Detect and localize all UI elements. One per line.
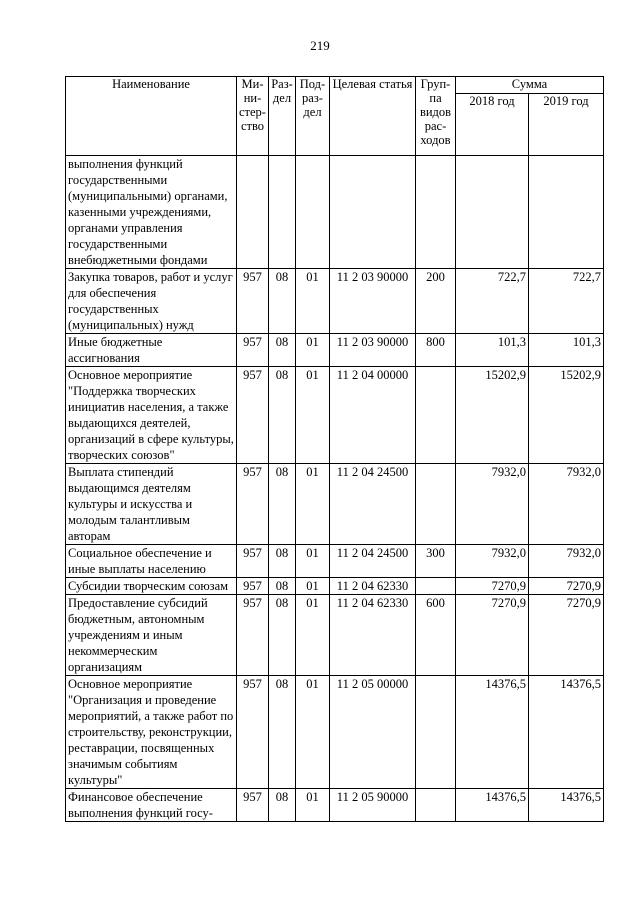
- row-expense-group: 800: [416, 334, 456, 367]
- row-section: [269, 156, 296, 269]
- table-row: [66, 676, 604, 789]
- row-target: 11 2 03 90000: [330, 269, 416, 334]
- row-amount-2019: 15202,9: [529, 367, 604, 464]
- row-target: 11 2 04 62330: [330, 595, 416, 676]
- table-row: [66, 156, 604, 269]
- row-target: 11 2 03 90000: [330, 334, 416, 367]
- row-expense-group: [416, 789, 456, 822]
- row-amount-2018: 14376,5: [456, 789, 529, 822]
- page-number: 219: [310, 38, 330, 53]
- row-ministry: 957: [237, 367, 269, 464]
- row-expense-group: 600: [416, 595, 456, 676]
- row-section: 08: [269, 367, 296, 464]
- header-amount: Сумма: [456, 77, 604, 94]
- row-subsection: 01: [296, 334, 330, 367]
- header-year-2019: 2019 год: [529, 94, 604, 156]
- row-expense-group: [416, 578, 456, 595]
- header-year-2018: 2018 год: [456, 94, 529, 156]
- table-row: [66, 334, 604, 367]
- row-name: Основное мероприятие "Поддержка творческих инициатив населения, а также выдающихся деятелей, организаций в сфере культуры, творческих союзов": [66, 367, 237, 464]
- row-section: 08: [269, 334, 296, 367]
- row-name: Закупка товаров, работ и услуг для обеспечения государственных (муниципальных) нужд: [66, 269, 237, 334]
- header-section: Раз-дел: [269, 77, 296, 156]
- header-target: Целевая статья: [330, 77, 416, 156]
- row-subsection: [296, 156, 330, 269]
- table-row: [66, 464, 604, 545]
- row-subsection: 01: [296, 676, 330, 789]
- row-name: Субсидии творческим союзам: [66, 578, 237, 595]
- row-expense-group: 200: [416, 269, 456, 334]
- row-section: 08: [269, 578, 296, 595]
- row-section: 08: [269, 269, 296, 334]
- row-amount-2018: 101,3: [456, 334, 529, 367]
- row-amount-2018: 7270,9: [456, 578, 529, 595]
- row-section: 08: [269, 789, 296, 822]
- header-ministry: Ми-ни-стер-ство: [237, 77, 269, 156]
- row-amount-2018: 7270,9: [456, 595, 529, 676]
- row-amount-2019: 7270,9: [529, 578, 604, 595]
- table-row: [66, 545, 604, 578]
- row-expense-group: [416, 464, 456, 545]
- table-row: [66, 595, 604, 676]
- row-amount-2019: 7270,9: [529, 595, 604, 676]
- row-ministry: 957: [237, 269, 269, 334]
- row-amount-2018: 7932,0: [456, 545, 529, 578]
- header-name: Наименование: [66, 77, 237, 156]
- row-amount-2018: 722,7: [456, 269, 529, 334]
- row-subsection: 01: [296, 464, 330, 545]
- row-target: 11 2 04 24500: [330, 464, 416, 545]
- row-amount-2019: 14376,5: [529, 789, 604, 822]
- row-subsection: 01: [296, 367, 330, 464]
- row-expense-group: [416, 367, 456, 464]
- row-target: 11 2 05 00000: [330, 676, 416, 789]
- row-ministry: 957: [237, 334, 269, 367]
- row-target: 11 2 04 24500: [330, 545, 416, 578]
- row-subsection: 01: [296, 269, 330, 334]
- row-amount-2018: 7932,0: [456, 464, 529, 545]
- row-name: Иные бюджетные ассигнования: [66, 334, 237, 367]
- row-ministry: 957: [237, 545, 269, 578]
- table-row: [66, 789, 604, 822]
- row-name: Выплата стипендий выдающимся деятелям культуры и искусства и молодым талантливым авторам: [66, 464, 237, 545]
- row-expense-group: [416, 156, 456, 269]
- row-amount-2019: 722,7: [529, 269, 604, 334]
- row-subsection: 01: [296, 789, 330, 822]
- row-amount-2018: 14376,5: [456, 676, 529, 789]
- table-row: [66, 367, 604, 464]
- row-target: 11 2 04 62330: [330, 578, 416, 595]
- row-expense-group: [416, 676, 456, 789]
- row-amount-2019: 7932,0: [529, 545, 604, 578]
- row-expense-group: 300: [416, 545, 456, 578]
- table-row: [66, 269, 604, 334]
- row-section: 08: [269, 676, 296, 789]
- row-section: 08: [269, 595, 296, 676]
- row-target: 11 2 05 90000: [330, 789, 416, 822]
- row-name: Предоставление субсидий бюджетным, автономным учреждениям и иным некоммерческим организациям: [66, 595, 237, 676]
- header-subsection: Под-раз-дел: [296, 77, 330, 156]
- row-ministry: 957: [237, 789, 269, 822]
- header-expense-group: Груп-па видов рас-ходов: [416, 77, 456, 156]
- row-amount-2019: 14376,5: [529, 676, 604, 789]
- row-amount-2019: [529, 156, 604, 269]
- row-amount-2019: 101,3: [529, 334, 604, 367]
- row-name: Социальное обеспечение и иные выплаты населению: [66, 545, 237, 578]
- row-subsection: 01: [296, 578, 330, 595]
- row-amount-2019: 7932,0: [529, 464, 604, 545]
- row-name: Финансовое обеспечение выполнения функций госу-: [66, 789, 237, 822]
- row-ministry: [237, 156, 269, 269]
- row-section: 08: [269, 464, 296, 545]
- row-ministry: 957: [237, 595, 269, 676]
- row-ministry: 957: [237, 578, 269, 595]
- table-row: [66, 578, 604, 595]
- row-target: [330, 156, 416, 269]
- row-amount-2018: 15202,9: [456, 367, 529, 464]
- row-ministry: 957: [237, 676, 269, 789]
- row-ministry: 957: [237, 464, 269, 545]
- row-subsection: 01: [296, 545, 330, 578]
- row-name: Основное мероприятие "Организация и проведение мероприятий, а также работ по строительству, реконструкции, реставрации, посвященных значимым событиям культуры": [66, 676, 237, 789]
- row-subsection: 01: [296, 595, 330, 676]
- row-target: 11 2 04 00000: [330, 367, 416, 464]
- row-section: 08: [269, 545, 296, 578]
- row-amount-2018: [456, 156, 529, 269]
- budget-table: [65, 76, 604, 822]
- row-name: выполнения функций государственными (муниципальными) органами, казенными учреждениями, органами управления государственными внебюджетными фондами: [66, 156, 237, 269]
